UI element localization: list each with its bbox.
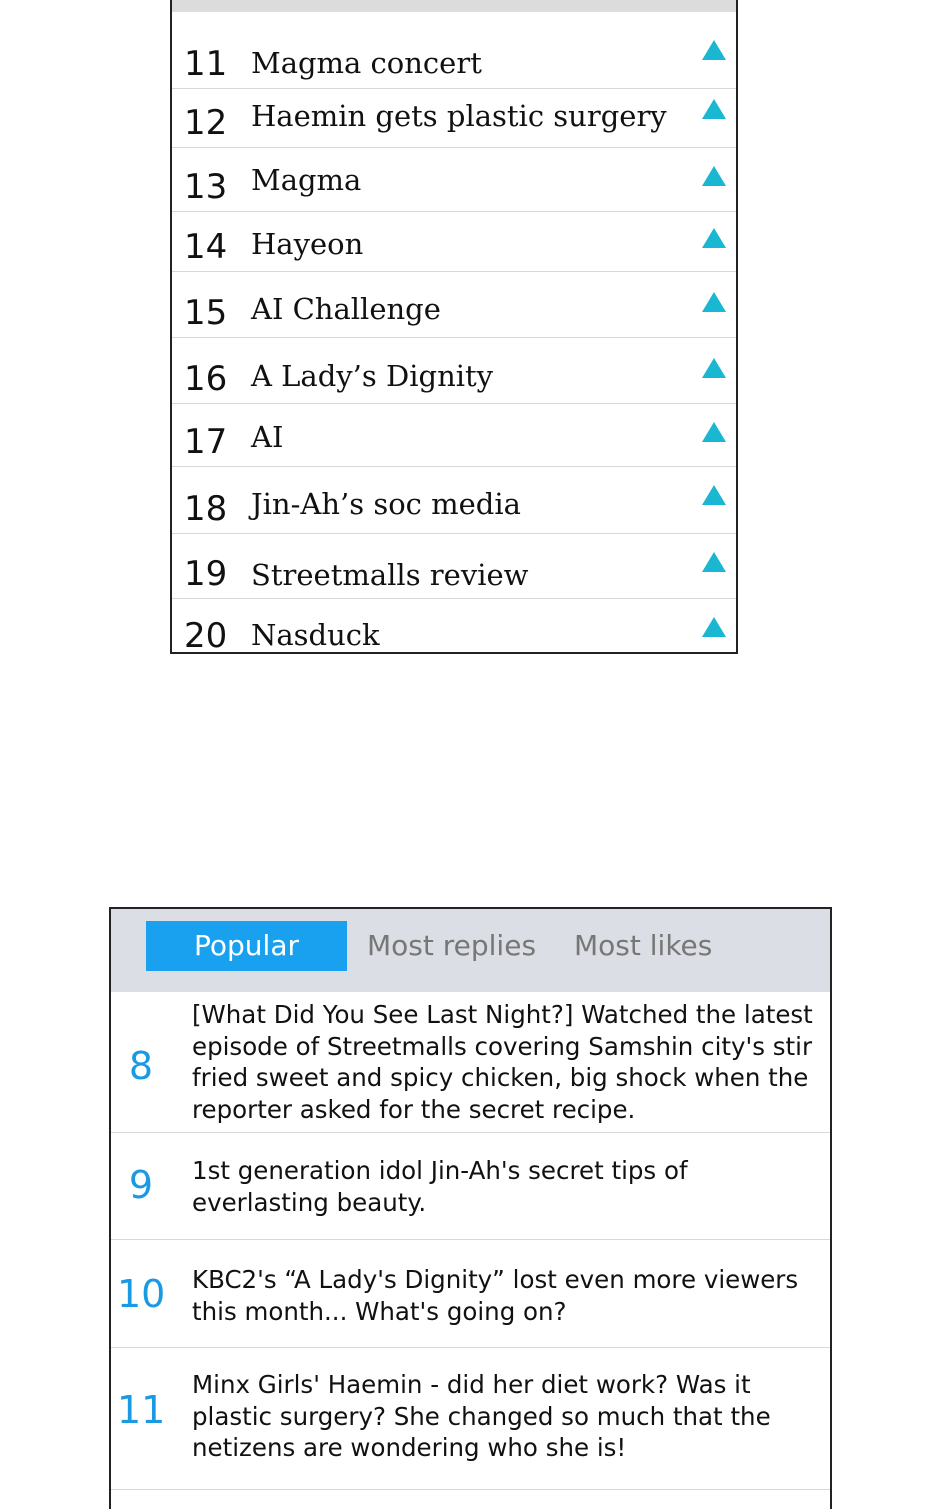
- keyword-label: Jin-Ah’s soc media: [251, 487, 521, 521]
- article-title[interactable]: [What Did You See Last Night?] Watched the latest episode of Streetmalls covering Samshin city's stir fried sweet and spicy chicken, big shock when the reporter asked for the secret recipe.: [192, 1000, 813, 1124]
- trending-item[interactable]: [172, 89, 736, 148]
- keyword-label: AI: [251, 420, 284, 454]
- trending-item[interactable]: [172, 599, 736, 656]
- up-triangle-icon: [702, 166, 726, 186]
- rank-number: 11: [184, 44, 228, 84]
- up-triangle-icon: [702, 228, 726, 248]
- rank-number: 15: [184, 293, 228, 333]
- article-rank: 9: [128, 1163, 154, 1207]
- keyword-label: Haemin gets plastic surgery: [251, 99, 667, 133]
- article-title[interactable]: 1st generation idol Jin-Ah's secret tips of everlasting beauty.: [192, 1156, 688, 1217]
- article-title[interactable]: Minx Girls' Haemin - did her diet work? Was it plastic surgery? She changed so much that the netizens are wondering who she is!: [192, 1370, 771, 1462]
- keyword-label: Magma concert: [251, 46, 482, 80]
- up-triangle-icon: [702, 99, 726, 119]
- trending-item[interactable]: [172, 272, 736, 338]
- article-rank: 8: [128, 1044, 154, 1088]
- rank-number: 13: [184, 167, 228, 207]
- rank-number: 14: [184, 227, 228, 267]
- trending-keywords-panel: [170, 0, 738, 654]
- up-triangle-icon: [702, 292, 726, 312]
- keyword-label: Streetmalls review: [251, 558, 529, 592]
- rank-number: 20: [184, 616, 228, 656]
- tab-bar: [111, 909, 830, 992]
- article-item[interactable]: [111, 992, 830, 1133]
- articles-panel: [109, 907, 832, 1509]
- rank-number: 17: [184, 422, 228, 462]
- trending-item[interactable]: [172, 212, 736, 272]
- keyword-label: Magma: [251, 163, 362, 197]
- trending-item[interactable]: [172, 12, 736, 89]
- article-rank: 11: [117, 1388, 166, 1432]
- tab-most-likes[interactable]: Most likes: [574, 929, 713, 962]
- keyword-label: Hayeon: [251, 227, 364, 261]
- rank-number: 12: [184, 103, 228, 143]
- trending-item[interactable]: [172, 534, 736, 599]
- trending-item[interactable]: [172, 404, 736, 467]
- keyword-label: A Lady’s Dignity: [251, 359, 494, 393]
- trending-item[interactable]: [172, 338, 736, 404]
- article-title[interactable]: KBC2's “A Lady's Dignity” lost even more viewers this month... What's going on?: [192, 1265, 799, 1326]
- panel-top-strip: [172, 0, 736, 12]
- tab-most-replies[interactable]: Most replies: [367, 929, 537, 962]
- article-item[interactable]: [111, 1240, 830, 1348]
- rank-number: 18: [184, 489, 228, 529]
- up-triangle-icon: [702, 617, 726, 637]
- rank-number: 19: [184, 554, 228, 594]
- up-triangle-icon: [702, 485, 726, 505]
- trending-item[interactable]: [172, 148, 736, 212]
- article-item[interactable]: [111, 1133, 830, 1240]
- up-triangle-icon: [702, 552, 726, 572]
- keyword-label: AI Challenge: [251, 292, 441, 326]
- rank-number: 16: [184, 359, 228, 399]
- up-triangle-icon: [702, 422, 726, 442]
- keyword-label: Nasduck: [251, 618, 380, 652]
- trending-item[interactable]: [172, 467, 736, 534]
- up-triangle-icon: [702, 358, 726, 378]
- up-triangle-icon: [702, 40, 726, 60]
- tab-popular[interactable]: Popular: [146, 921, 347, 971]
- article-rank: 10: [117, 1272, 166, 1316]
- article-item[interactable]: [111, 1348, 830, 1490]
